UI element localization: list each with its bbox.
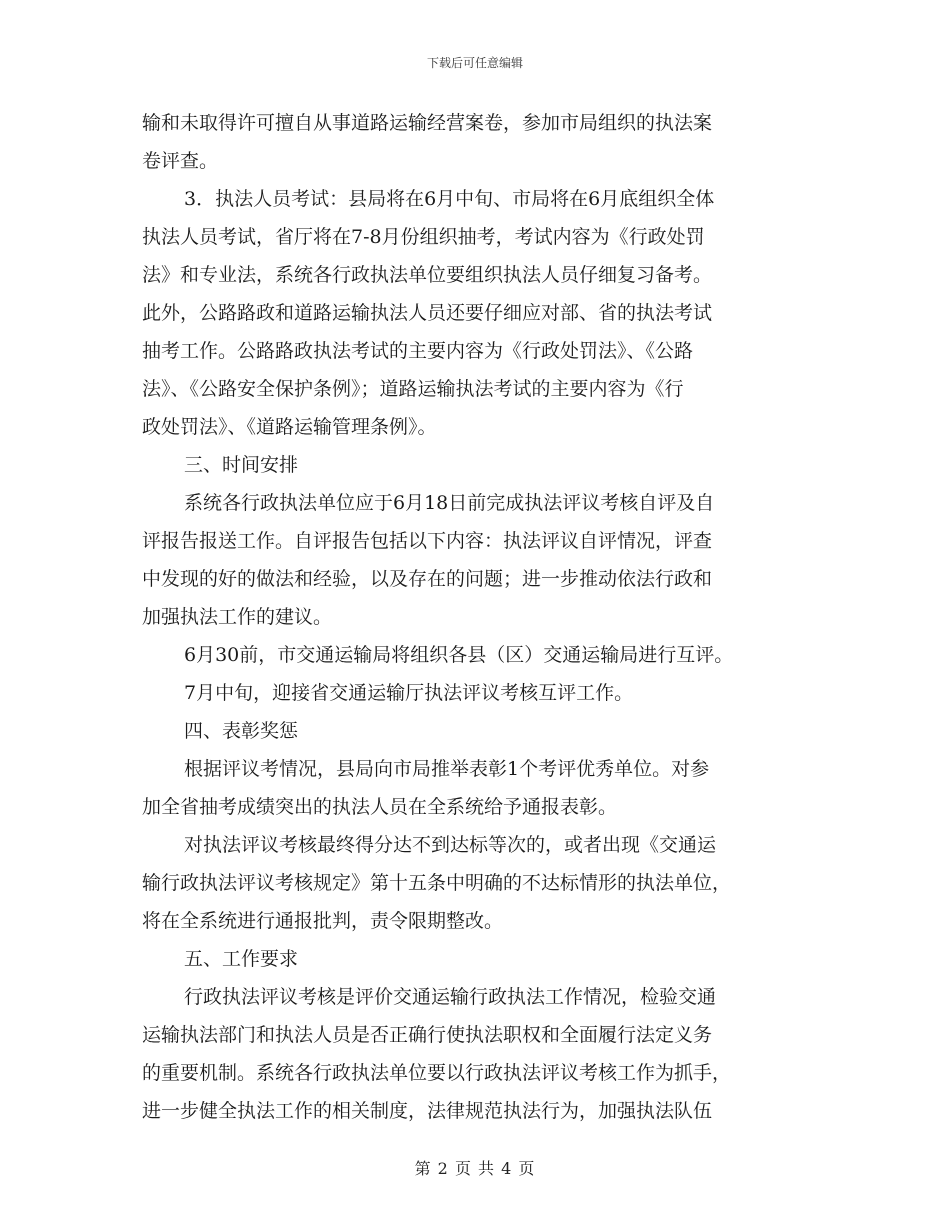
- text-line: 系统各行政执法单位应于6月18日前完成执法评议考核自评及自: [184, 492, 715, 514]
- text-line: 法》、《公路安全保护条例》；道路运输执法考试的主要内容为《行: [142, 378, 684, 400]
- text-line: 此外，公路路政和道路运输执法人员还要仔细应对部、省的执法考试: [142, 302, 713, 324]
- text-line: 政处罚法》、《道路运输管理条例》。: [142, 416, 437, 438]
- text-line: 6月30前，市交通运输局将组织各县（区）交通运输局进行互评。: [184, 644, 734, 666]
- document-body: [142, 104, 810, 1130]
- text-line: 进一步健全执法工作的相关制度，法律规范执法行为，加强执法队伍: [142, 1100, 713, 1122]
- text-line: 加全省抽考成绩突出的执法人员在全系统给予通报表彰。: [142, 796, 618, 818]
- text-line: 运输执法部门和执法人员是否正确行使执法职权和全面履行法定义务: [142, 1024, 713, 1046]
- text-line: 法》和专业法，系统各行政执法单位要组织执法人员仔细复习备考。: [142, 264, 713, 286]
- page-header: 下载后可任意编辑: [426, 56, 523, 70]
- text-line: 根据评议考情况，县局向市局推举表彰1个考评优秀单位。对参: [184, 758, 710, 780]
- page-footer: 第 2 页 共 4 页: [414, 1159, 536, 1178]
- text-line: 3．执法人员考试：县局将在6月中旬、市局将在6月底组织全体: [184, 188, 715, 210]
- text-line: 抽考工作。公路路政执法考试的主要内容为《行政处罚法》、《公路: [142, 340, 694, 362]
- text-line: 四、表彰奖惩: [184, 720, 299, 742]
- text-line: 中发现的好的做法和经验，以及存在的问题；进一步推动依法行政和: [142, 568, 713, 590]
- text-line: 三、时间安排: [184, 454, 299, 476]
- text-line: 执法人员考试，省厅将在7-8月份组织抽考，考试内容为《行政处罚: [142, 226, 705, 248]
- text-line: 加强执法工作的建议。: [142, 606, 333, 628]
- text-line: 将在全系统进行通报批判，责令限期整改。: [142, 910, 504, 932]
- text-line: 评报告报送工作。自评报告包括以下内容：执法评议自评情况，评查: [142, 530, 713, 552]
- text-line: 7月中旬，迎接省交通运输厅执法评议考核互评工作。: [184, 682, 634, 704]
- text-line: 行政执法评议考核是评价交通运输行政执法工作情况，检验交通: [184, 986, 717, 1008]
- text-line: 五、工作要求: [184, 948, 299, 970]
- text-line: 输和未取得许可擅自从事道路运输经营案卷，参加市局组织的执法案: [142, 112, 713, 134]
- text-line: 的重要机制。系统各行政执法单位要以行政执法评议考核工作为抓手，: [142, 1062, 732, 1084]
- text-line: 对执法评议考核最终得分达不到达标等次的，或者出现《交通运: [184, 834, 717, 856]
- text-line: 卷评查。: [142, 150, 219, 172]
- text-line: 输行政执法评议考核规定》第十五条中明确的不达标情形的执法单位，: [142, 872, 732, 894]
